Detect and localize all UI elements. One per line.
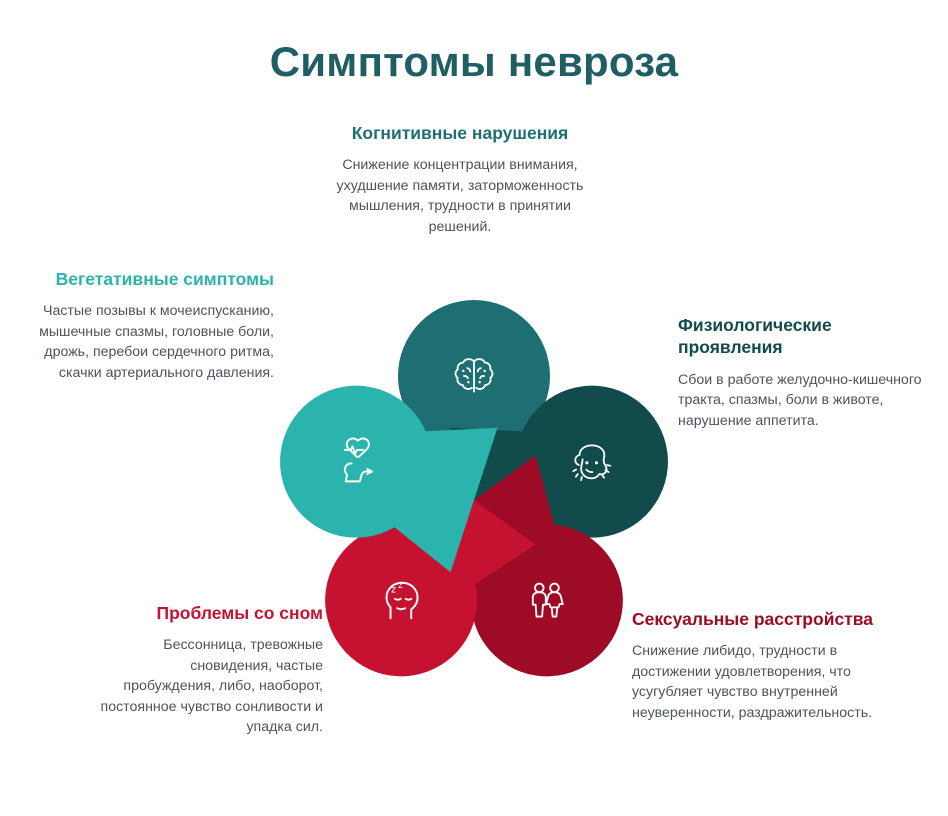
label-title-vegetative: Вегетативные симптомы [55,269,274,289]
label-physiological [678,314,928,431]
label-sexual [632,608,882,723]
label-sleep [95,602,323,738]
label-title-sleep: Проблемы со сном [156,603,323,623]
label-text-vegetative: Частые позывы к мочеиспусканию, мышечные спазмы, головные боли, дрожь, перебои сердечного ритма, скачки артериального давления. [39,303,274,381]
svg-text:z: z [390,584,397,596]
label-vegetative [38,268,274,383]
label-text-sleep: Бессонница, тревожные сновидения, частые пробуждения, либо, наоборот, постоянное чувство сонливости и упадка сил. [100,637,323,736]
label-title-physiological: Физиологические проявления [678,315,832,358]
label-title-sexual: Сексуальные расстройства [632,609,874,629]
label-text-physiological: Сбои в работе желудочно-кишечного тракта, спазмы, боли в животе, нарушение аппетита. [678,371,922,429]
label-text-cognitive: Снижение концентрации внимания, ухудшение памяти, заторможенность мышления, трудности в принятии решений. [336,157,584,235]
label-text-sexual: Снижение либидо, трудности в достижении удовлетворения, что усугубляет чувство внутренней неуверенности, раздражительность. [632,643,873,721]
page-title: Симптомы невроза [269,38,679,85]
heart-pulse-arm-icon [280,386,432,538]
label-title-cognitive: Когнитивные нарушения [351,123,569,143]
svg-text:Z: Z [398,580,404,590]
petal-diagram [264,290,684,710]
label-cognitive [335,122,585,237]
